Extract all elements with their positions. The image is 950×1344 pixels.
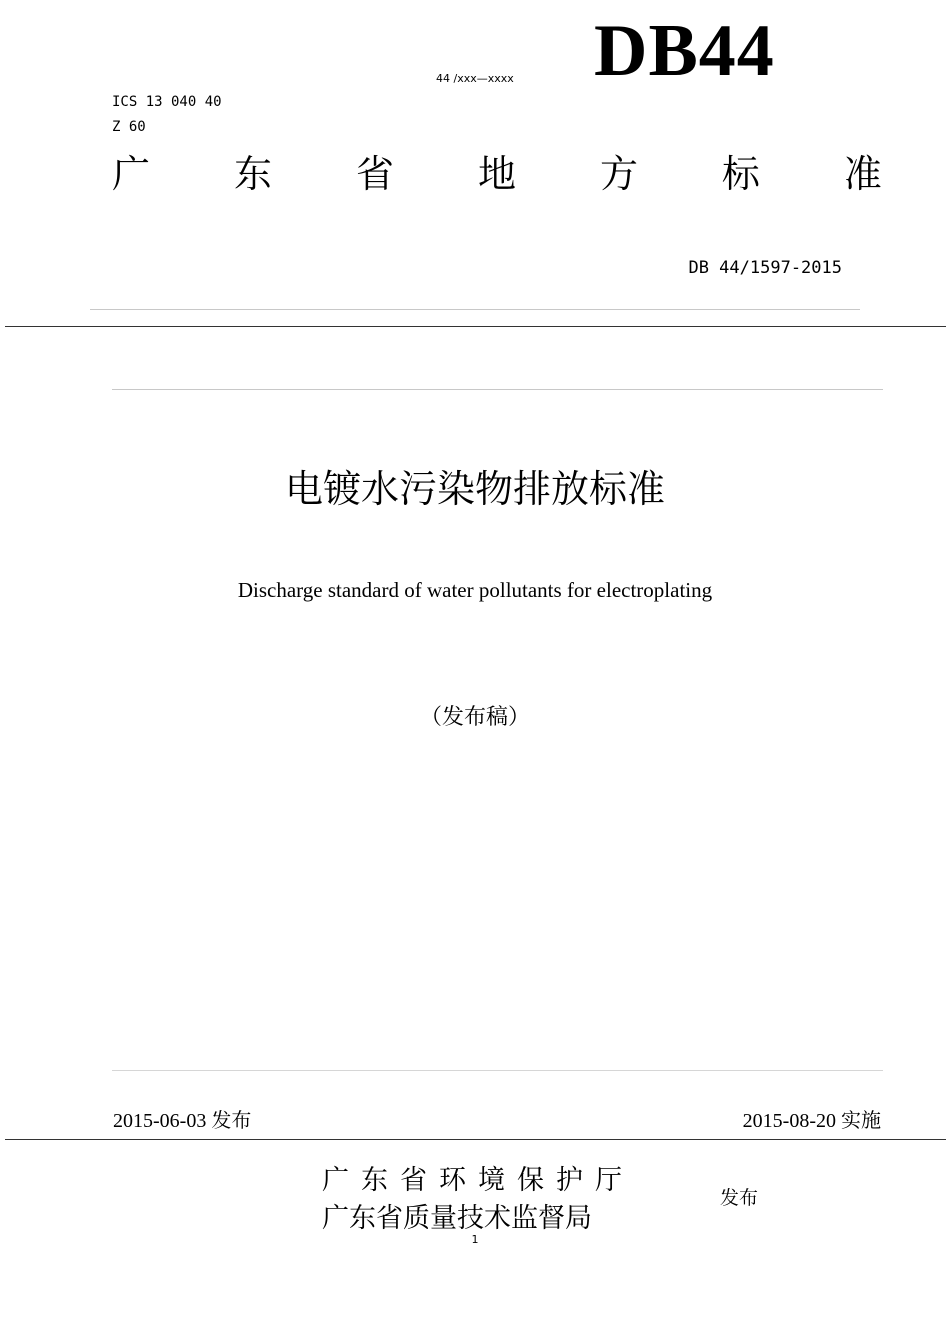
title-char: 东 <box>233 152 272 196</box>
divider <box>5 1139 946 1140</box>
title-char: 准 <box>843 152 882 196</box>
issue-date: 2015-06-03 发布 <box>113 1110 252 1132</box>
issuer-environment-department: 广东省环境保护厅 <box>322 1165 634 1196</box>
ics-code: ICS 13 040 40 <box>112 94 222 110</box>
title-char: 标 <box>721 152 760 196</box>
divider <box>112 389 883 390</box>
divider <box>112 1070 883 1071</box>
divider <box>90 309 860 310</box>
document-status: （发布稿） <box>419 705 530 730</box>
publish-label: 发布 <box>720 1187 759 1209</box>
page-number: 1 <box>471 1233 479 1246</box>
issuer-quality-bureau: 广东省质量技术监督局 <box>322 1203 592 1234</box>
classification-code: Z 60 <box>112 119 146 135</box>
divider <box>5 326 946 327</box>
title-char: 广 <box>112 152 151 196</box>
document-subtitle-english: Discharge standard of water pollutants for electroplating <box>237 578 713 602</box>
title-char: 方 <box>599 152 638 196</box>
draft-code: 44 /xxx—xxxx <box>436 72 514 85</box>
document-title: 电镀水污染物排放标准 <box>284 467 665 511</box>
standard-number: DB 44/1597-2015 <box>688 258 842 278</box>
title-char: 省 <box>355 152 394 196</box>
standard-logo: DB44 <box>594 10 775 92</box>
standard-category-title <box>112 154 882 196</box>
implementation-date: 2015-08-20 实施 <box>742 1110 881 1132</box>
title-char: 地 <box>477 152 516 196</box>
